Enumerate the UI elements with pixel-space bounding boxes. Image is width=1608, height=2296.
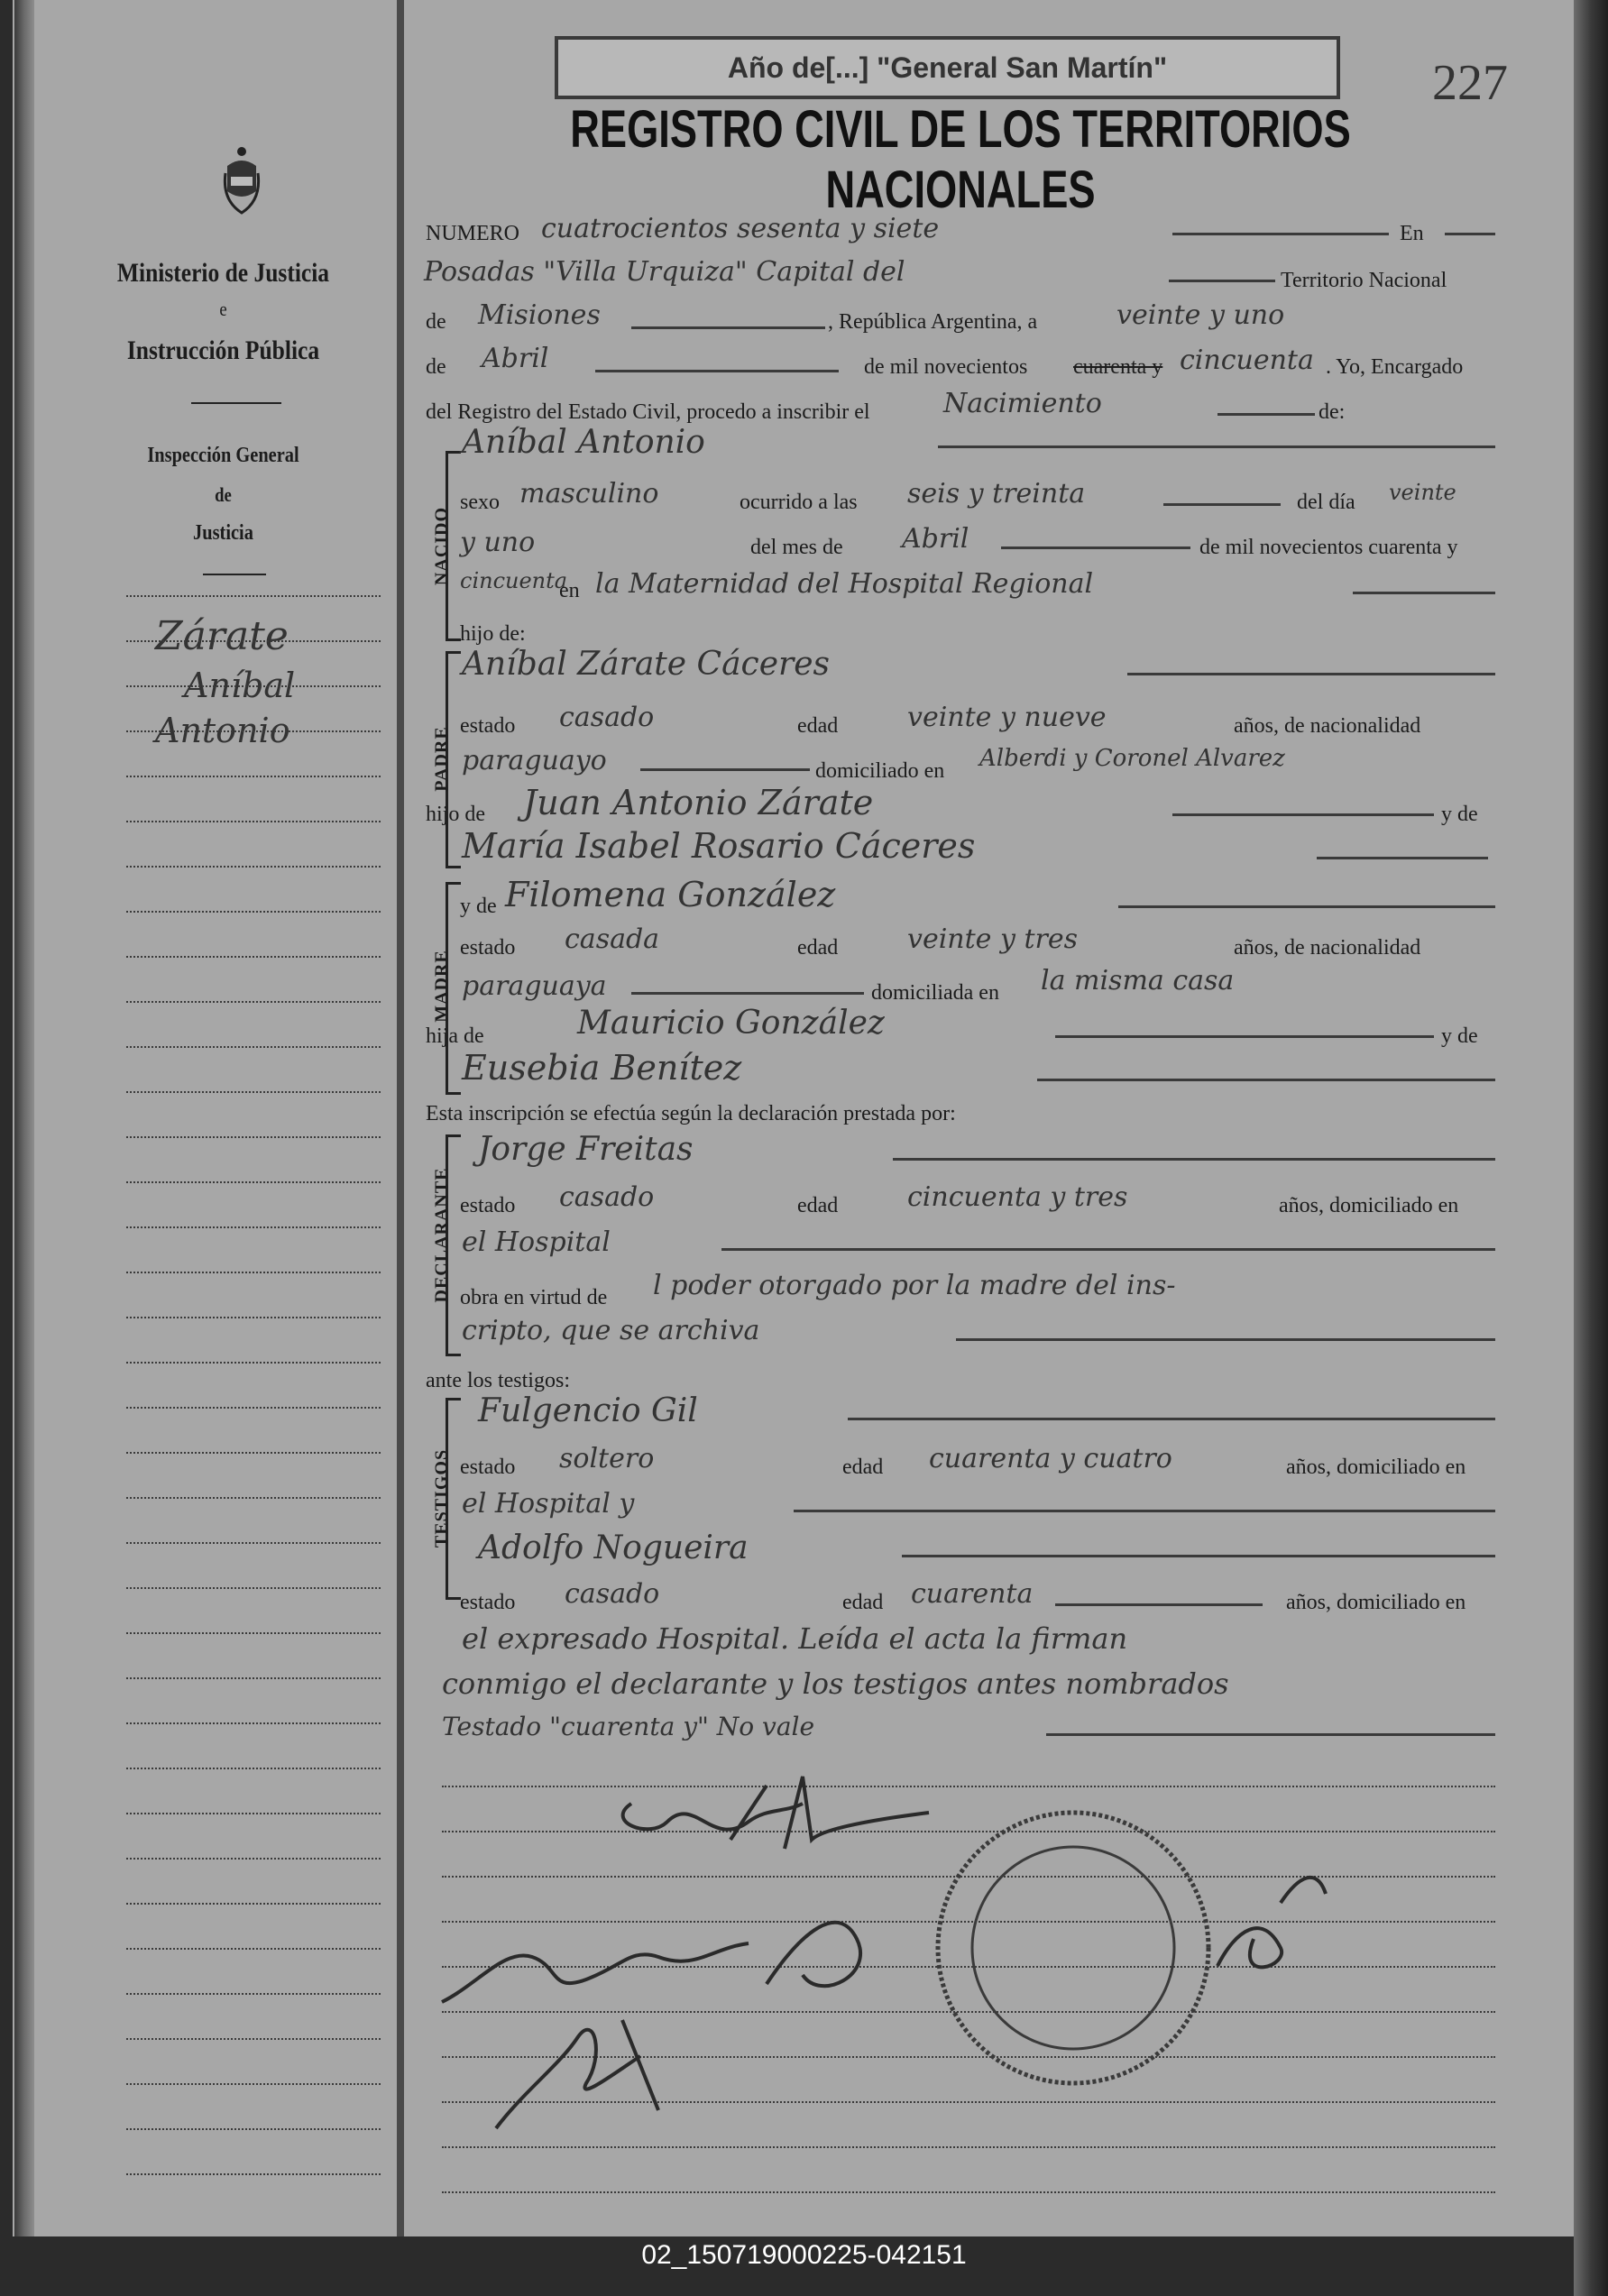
signature-ruled-line (442, 2191, 1495, 2193)
fill-line (1118, 905, 1495, 908)
margin-ruled-line (126, 1542, 381, 1544)
margin-ruled-line (126, 1948, 381, 1950)
margin-note-name2: Antonio (155, 711, 290, 750)
fill-line (721, 1248, 1495, 1251)
registry-seal (938, 1813, 1208, 2083)
value-witness1-dom: el Hospital y (462, 1488, 635, 1520)
margin-ruled-line (126, 1903, 381, 1905)
margin-ruled-line (126, 2173, 381, 2175)
value-birth-year: cincuenta (460, 568, 568, 593)
value-month: Abril (482, 343, 549, 374)
value-mother-mother: Eusebia Benítez (462, 1048, 742, 1088)
fill-line (1217, 413, 1315, 416)
witness1-signature (442, 1923, 860, 2002)
value-birth-place: la Maternidad del Hospital Regional (595, 568, 1094, 600)
fill-line (1353, 592, 1495, 594)
value-year: cincuenta (1180, 344, 1314, 376)
margin-ruled-line (126, 866, 381, 868)
label-de: de (426, 310, 446, 334)
value-mother-nac: paraguaya (462, 970, 607, 1002)
value-witness2-edad: cuarenta (911, 1578, 1034, 1610)
margin-ruled-line (126, 1001, 381, 1003)
margin-ruled-line (126, 1722, 381, 1724)
label-registro: del Registro del Estado Civil, procedo a inscribir el (426, 400, 870, 424)
label-edad: edad (842, 1456, 884, 1479)
label-edad: edad (842, 1591, 884, 1614)
fill-line (1317, 857, 1488, 859)
label-estado: estado (460, 1591, 516, 1614)
label-cuarenta-struck: cuarenta y (1073, 355, 1163, 379)
page-title: REGISTRO CIVIL DE LOS TERRITORIOS NACIONALES (570, 100, 1351, 219)
label-testigos: ante los testigos: (426, 1369, 570, 1392)
value-father-nac: paraguayo (462, 745, 607, 776)
fill-line (631, 992, 864, 995)
value-witness2-name: Adolfo Nogueira (478, 1529, 749, 1566)
side-label-nacido: NACIDO (431, 506, 452, 586)
value-territory: Misiones (478, 299, 601, 331)
year-stamp: Año de[...] "General San Martín" (555, 36, 1340, 99)
value-mother-estado: casada (565, 923, 660, 955)
margin-ruled-line (126, 1091, 381, 1093)
label-domiciliado: domiciliado en (815, 759, 945, 783)
margin-ruled-line (126, 1046, 381, 1048)
registry-seal-inner (972, 1847, 1174, 2049)
margin-ruled-line (126, 1317, 381, 1318)
label-estado: estado (460, 714, 516, 738)
value-hour: seis y treinta (907, 478, 1086, 510)
label-birth-year: de mil novecientos cuarenta y (1199, 536, 1458, 559)
label-y-de: y de (460, 895, 497, 918)
value-place: Posadas "Villa Urquiza" Capital del (424, 256, 905, 288)
margin-ruled-line (126, 1181, 381, 1183)
value-child-name: Aníbal Antonio (462, 424, 705, 461)
margin-ruled-line (126, 1587, 381, 1589)
ministry-line2: e (219, 298, 227, 320)
label-en: en (559, 579, 580, 602)
label-edad: edad (797, 1194, 839, 1217)
label-anos-nac: años, de nacionalidad (1234, 714, 1421, 738)
national-seal-icon (222, 146, 262, 216)
margin-ruled-line (126, 1136, 381, 1138)
value-closing-a: el expresado Hospital. Leída el acta la firman (462, 1621, 1128, 1656)
fill-line (1172, 233, 1389, 235)
value-declarant-obra-a: l poder otorgado por la madre del ins- (653, 1270, 1176, 1301)
fill-line (902, 1555, 1495, 1557)
margin-ruled-line (126, 1362, 381, 1364)
margin-ruled-line (126, 730, 381, 732)
label-republica: , República Argentina, a (828, 310, 1038, 334)
value-day: veinte y uno (1116, 299, 1285, 331)
fill-line (1055, 1035, 1434, 1038)
registrar-signature (1217, 1878, 1326, 1967)
margin-ruled-line (126, 1677, 381, 1679)
margin-ruled-line (126, 595, 381, 597)
margin-ruled-line (126, 776, 381, 777)
margin-ruled-line (126, 956, 381, 958)
ministry-line1: Ministerio de Justicia (116, 258, 330, 288)
fill-line (631, 326, 825, 329)
value-birth-month: Abril (902, 523, 969, 555)
label-estado: estado (460, 1456, 516, 1479)
fill-line (938, 445, 1495, 448)
value-father-estado: casado (559, 702, 655, 733)
declarant-signature (623, 1777, 929, 1849)
value-birth-day-a: veinte (1389, 480, 1456, 505)
divider (191, 402, 281, 404)
value-father-father: Juan Antonio Zárate (523, 783, 874, 822)
book-binding (14, 0, 34, 2236)
label-hijo-de: hijo de: (460, 622, 526, 646)
side-label-declarante: DECLARANTE (431, 1167, 452, 1303)
fill-line (1172, 813, 1434, 816)
value-declarant-estado: casado (559, 1181, 655, 1213)
label-declaracion: Esta inscripción se efectúa según la declaración prestada por: (426, 1102, 956, 1125)
label-estado: estado (460, 1194, 516, 1217)
signatures-and-seal (424, 1768, 1416, 2164)
margin-ruled-line (126, 685, 381, 687)
margin-ruled-line (126, 2083, 381, 2085)
label-year: de mil novecientos (864, 355, 1028, 379)
label-yo: . Yo, Encargado (1326, 355, 1464, 379)
label-del-dia: del día (1297, 491, 1355, 514)
fill-line (1055, 1603, 1263, 1606)
value-closing-c: Testado "cuarenta y" No vale (442, 1712, 815, 1741)
margin-ruled-line (126, 1813, 381, 1814)
value-mother-father: Mauricio González (577, 1005, 885, 1042)
margin-ruled-line (126, 1407, 381, 1409)
margin-ruled-line (126, 2038, 381, 2040)
fill-line (1163, 503, 1281, 506)
margin-ruled-line (126, 1226, 381, 1228)
margin-ruled-line (126, 2128, 381, 2130)
fill-line (1169, 280, 1275, 282)
value-father-name: Aníbal Zárate Cáceres (462, 646, 830, 683)
label-en: En (1400, 222, 1424, 245)
fill-line (1127, 673, 1495, 675)
value-mother-edad: veinte y tres (907, 923, 1078, 955)
inspection-line2: de (215, 483, 232, 506)
value-mother-name: Filomena González (505, 875, 836, 914)
label-hija-de: hija de (426, 1024, 484, 1048)
value-witness1-estado: soltero (559, 1443, 655, 1474)
value-birth-day-b: y uno (460, 527, 536, 558)
label-edad: edad (797, 714, 839, 738)
value-witness2-estado: casado (565, 1578, 660, 1610)
label-territorio: Territorio Nacional (1281, 269, 1447, 292)
label-anos-dom: años, domiciliado en (1279, 1194, 1459, 1217)
margin-ruled-line (126, 911, 381, 913)
label-numero: NUMERO (426, 222, 520, 245)
fill-line (1037, 1079, 1495, 1081)
label-anos-dom: años, domiciliado en (1286, 1456, 1466, 1479)
margin-ruled-line (126, 1452, 381, 1454)
margin-note-surname: Zárate (155, 613, 289, 659)
margin-ruled-line (126, 1632, 381, 1634)
fill-line (1001, 546, 1190, 549)
fill-line (1445, 233, 1495, 235)
margin-ruled-line (126, 1858, 381, 1860)
margin-ruled-line (126, 821, 381, 822)
value-declarant-dom: el Hospital (462, 1226, 611, 1258)
margin-note-name1: Aníbal (184, 666, 296, 705)
value-father-edad: veinte y nueve (907, 702, 1107, 733)
value-witness1-name: Fulgencio Gil (478, 1392, 698, 1429)
label-estado: estado (460, 936, 516, 960)
value-father-dom: Alberdi y Coronel Alvarez (979, 745, 1285, 772)
value-declarant-edad: cincuenta y tres (907, 1181, 1128, 1213)
ministry-line3: Instrucción Pública (126, 335, 320, 365)
label-edad: edad (797, 936, 839, 960)
fill-line (956, 1338, 1495, 1341)
margin-ruled-line (126, 1272, 381, 1273)
fill-line (848, 1418, 1495, 1420)
label-obra: obra en virtud de (460, 1286, 608, 1309)
fill-line (1046, 1733, 1495, 1736)
label-y-de: y de (1441, 803, 1478, 826)
page-margin-divider (397, 0, 404, 2236)
value-sexo: masculino (519, 478, 659, 510)
side-label-padre: PADRE (431, 726, 452, 792)
page-number: 227 (1432, 55, 1508, 111)
margin-ruled-line (126, 1993, 381, 1995)
label-sexo: sexo (460, 491, 500, 514)
value-closing-b: conmigo el declarante y los testigos antes nombrados (442, 1667, 1229, 1701)
margin-ruled-line (126, 1768, 381, 1769)
side-label-madre: MADRE (431, 950, 452, 1023)
value-act: Nacimiento (943, 388, 1102, 419)
inspection-line3: Justicia (193, 521, 253, 545)
label-hijo-de: hijo de (426, 803, 485, 826)
label-ocurrido: ocurrido a las (740, 491, 858, 514)
label-de: de (426, 355, 446, 379)
value-declarant-name: Jorge Freitas (478, 1131, 694, 1168)
value-declarant-obra-b: cripto, que se archiva (462, 1315, 760, 1346)
fill-line (794, 1510, 1495, 1512)
margin-ruled-line (126, 640, 381, 642)
fill-line (893, 1158, 1495, 1161)
image-caption: 02_150719000225-042151 (641, 2240, 967, 2270)
value-father-mother: María Isabel Rosario Cáceres (462, 826, 976, 866)
label-del-mes: del mes de (750, 536, 843, 559)
inspection-line1: Inspección General (147, 444, 299, 467)
book-edge (1574, 0, 1608, 2296)
margin-ruled-line (126, 1497, 381, 1499)
label-de-colon: de: (1319, 400, 1346, 424)
value-witness1-edad: cuarenta y cuatro (929, 1443, 1172, 1474)
side-label-testigos: TESTIGOS (431, 1448, 452, 1548)
fill-line (595, 370, 839, 372)
witness2-signature (496, 2020, 658, 2128)
value-numero: cuatrocientos sesenta y siete (541, 213, 940, 244)
value-mother-dom: la misma casa (1041, 965, 1235, 996)
label-domiciliada: domiciliada en (871, 981, 999, 1005)
label-anos-dom: años, domiciliado en (1286, 1591, 1466, 1614)
label-y-de: y de (1441, 1024, 1478, 1048)
label-anos-nac: años, de nacionalidad (1234, 936, 1421, 960)
fill-line (640, 768, 810, 771)
divider (203, 574, 266, 575)
